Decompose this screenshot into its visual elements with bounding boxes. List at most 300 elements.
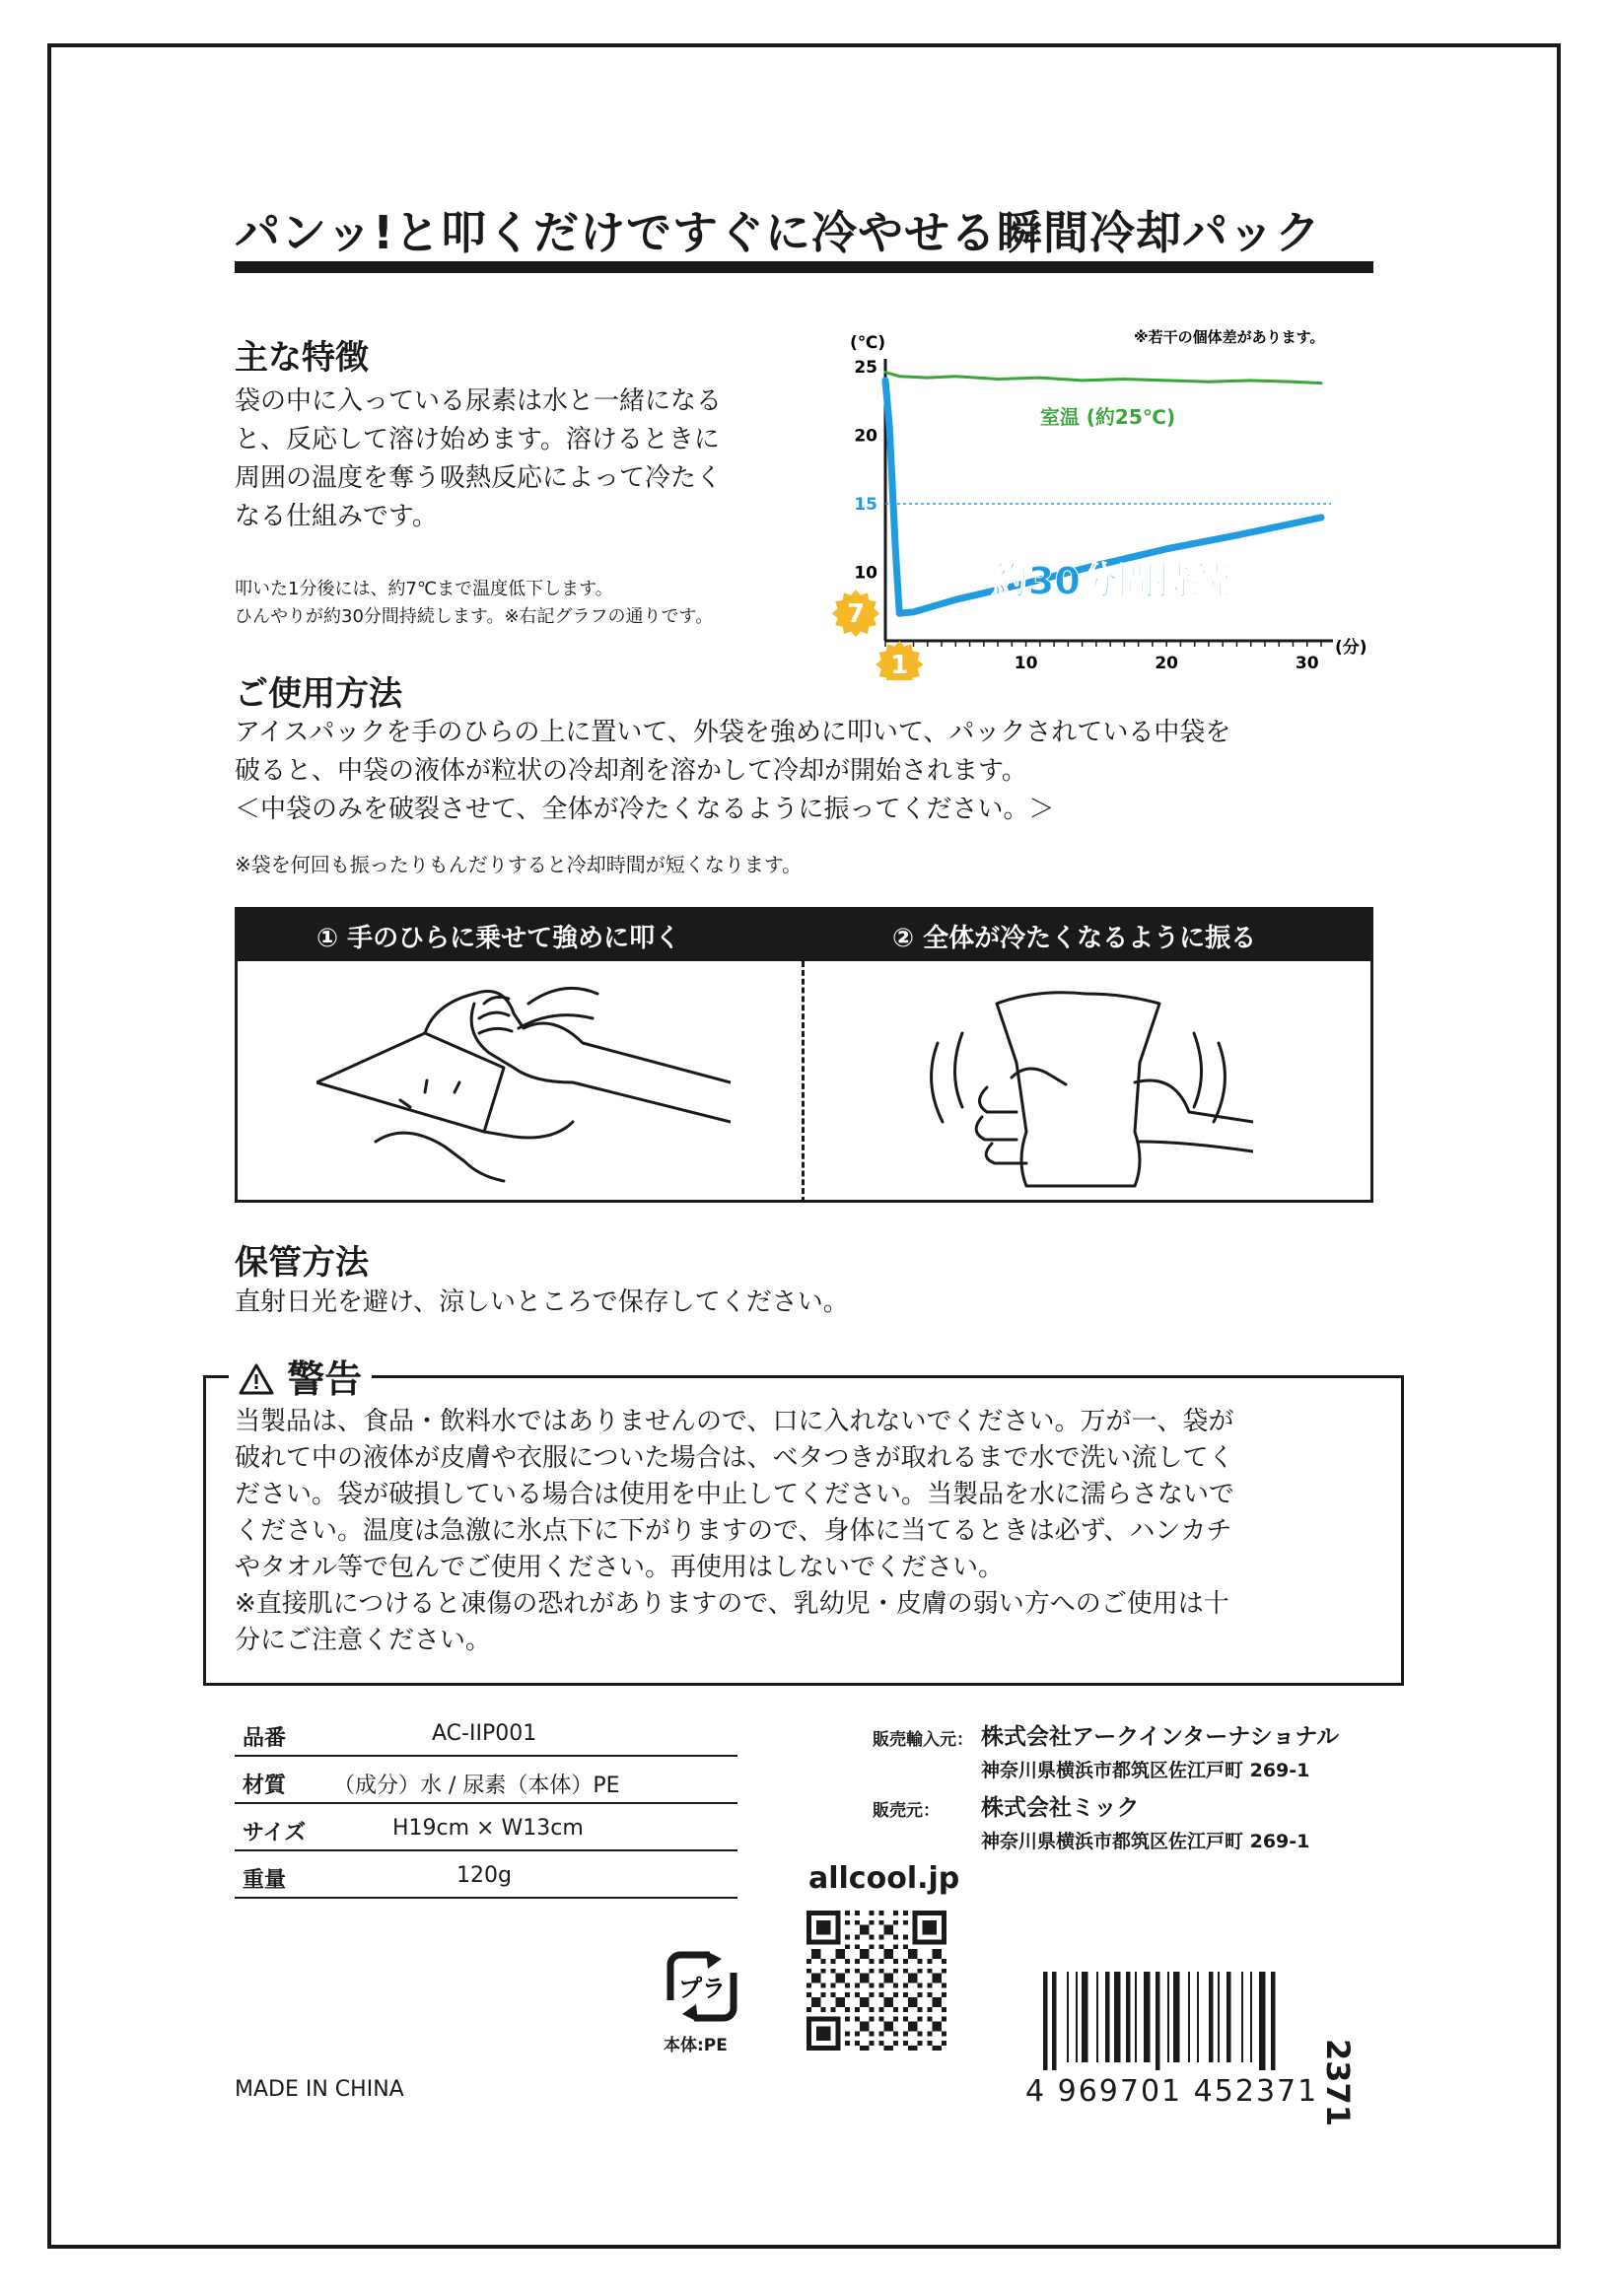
- qr-module: [913, 1911, 918, 1915]
- qr-module: [932, 1911, 937, 1915]
- qr-module: [811, 1954, 816, 1959]
- qr-module: [937, 1949, 942, 1954]
- usage-line: アイスパックを手のひらの上に置いて、外袋を強めに叩いて、パックされている中袋を: [235, 718, 1231, 747]
- qr-module: [816, 2046, 821, 2051]
- barcode-bar: [1271, 1972, 1275, 2070]
- qr-module: [840, 1954, 845, 1959]
- shake-hand-illustration: [918, 974, 1253, 1191]
- qr-module: [816, 2031, 821, 2036]
- qr-module: [870, 2007, 875, 2012]
- qr-module: [903, 1911, 908, 1915]
- qr-module: [937, 1954, 942, 1959]
- qr-module: [816, 1954, 821, 1959]
- qr-module: [811, 2046, 816, 2051]
- qr-module: [806, 2017, 811, 2022]
- qr-module: [835, 2002, 840, 2007]
- qr-module: [927, 2007, 932, 2012]
- qr-module: [806, 1983, 811, 1987]
- qr-module: [816, 1949, 821, 1954]
- qr-module: [913, 2002, 918, 2007]
- qr-module: [918, 2041, 923, 2046]
- usage-heading: ご使用方法: [235, 674, 402, 714]
- barcode-bar: [1209, 1972, 1213, 2062]
- qr-module: [821, 1911, 826, 1915]
- qr-module: [870, 2031, 875, 2036]
- qr-module: [942, 1915, 946, 1920]
- spec-value: 120g: [456, 1863, 512, 1888]
- qr-module: [811, 2017, 816, 2022]
- qr-module: [918, 1969, 923, 1974]
- qr-module: [932, 2002, 937, 2007]
- product-title: パンッ!と叩くだけですぐに冷やせる瞬間冷却パック: [235, 206, 1322, 259]
- qr-module: [878, 1911, 883, 1915]
- qr-module: [865, 1930, 870, 1935]
- qr-module: [913, 1930, 918, 1935]
- qr-module: [835, 2041, 840, 2046]
- qr-module: [883, 2022, 888, 2027]
- qr-module: [865, 1974, 870, 1979]
- qr-module: [830, 1992, 835, 1997]
- qr-module: [806, 1969, 811, 1974]
- storage-heading: 保管方法: [235, 1243, 369, 1283]
- barcode-bar: [1135, 1972, 1137, 2062]
- qr-module: [855, 1969, 860, 1974]
- qr-module: [826, 2036, 831, 2041]
- y-tick-label: 15: [854, 495, 877, 515]
- barcode: [1043, 1972, 1309, 2070]
- qr-module: [860, 1997, 865, 2002]
- features-line: なる仕組みです。: [235, 502, 438, 531]
- website-link[interactable]: allcool.jp: [808, 1861, 960, 1896]
- qr-module: [816, 1939, 821, 1944]
- usage-line: ＜中袋のみを破裂させて、全体が冷たくなるように振ってください。＞: [235, 795, 1055, 824]
- qr-module: [870, 1992, 875, 1997]
- recycle-mark-icon: [663, 1947, 741, 2026]
- x-unit-label: (分): [1335, 638, 1367, 658]
- qr-module: [937, 2027, 942, 2032]
- qr-module: [821, 1930, 826, 1935]
- chart-note: ※若干の個体差があります。: [1134, 328, 1325, 346]
- qr-module: [942, 1930, 946, 1935]
- barcode-bar: [1250, 1972, 1252, 2062]
- qr-module: [821, 1925, 826, 1930]
- qr-module: [860, 1925, 865, 1930]
- qr-module: [840, 1997, 845, 2002]
- features-text: [235, 383, 722, 536]
- qr-module: [835, 1997, 840, 2002]
- qr-module: [806, 2027, 811, 2032]
- qr-module: [870, 1944, 875, 1949]
- x-tick-label: 10: [1014, 654, 1038, 673]
- qr-module: [923, 1930, 928, 1935]
- qr-module: [878, 1983, 883, 1987]
- qr-module: [913, 1974, 918, 1979]
- qr-module: [870, 1983, 875, 1987]
- qr-module: [826, 2046, 831, 2051]
- qr-module: [937, 2002, 942, 2007]
- qr-module: [942, 2007, 946, 2012]
- spec-label: 品番: [243, 1726, 287, 1751]
- qr-module: [903, 1934, 908, 1939]
- qr-module: [878, 2007, 883, 2012]
- barcode-bar: [1197, 1972, 1199, 2062]
- qr-module: [821, 2007, 826, 2012]
- qr-module: [918, 1911, 923, 1915]
- qr-module: [927, 1983, 932, 1987]
- qr-module: [830, 1911, 835, 1915]
- qr-module: [821, 1959, 826, 1964]
- qr-module: [893, 2041, 898, 2046]
- qr-module: [932, 1954, 937, 1959]
- qr-module: [821, 1939, 826, 1944]
- qr-module: [835, 1930, 840, 1935]
- qr-module: [816, 1930, 821, 1935]
- qr-module: [913, 1997, 918, 2002]
- qr-module: [840, 2002, 845, 2007]
- qr-module: [888, 2046, 893, 2051]
- x-tick-label: 20: [1155, 654, 1178, 673]
- barcode-side-code: 2371: [1319, 2039, 1357, 2127]
- qr-module: [913, 2022, 918, 2027]
- storage-text: 直射日光を避け、涼しいところで保存してください。: [235, 1287, 849, 1317]
- qr-module: [830, 2017, 835, 2022]
- qr-module: [927, 1930, 932, 1935]
- qr-module: [855, 1944, 860, 1949]
- spec-value: （成分）水 / 尿素（本体）PE: [333, 1774, 620, 1798]
- qr-module: [878, 1920, 883, 1925]
- qr-module: [913, 1979, 918, 1983]
- qr-module: [806, 2022, 811, 2027]
- qr-module: [826, 1925, 831, 1930]
- qr-module: [855, 2031, 860, 2036]
- qr-module: [883, 1954, 888, 1959]
- qr-module: [888, 2027, 893, 2032]
- qr-module: [811, 2002, 816, 2007]
- qr-module: [903, 1969, 908, 1974]
- qr-module: [860, 1979, 865, 1983]
- barcode-bar: [1241, 1972, 1243, 2062]
- qr-module: [883, 1997, 888, 2002]
- step-1-label: ① 手のひらに乗せて強めに叩く: [316, 924, 681, 953]
- qr-module: [942, 1934, 946, 1939]
- qr-module: [888, 1997, 893, 2002]
- qr-module: [932, 2027, 937, 2032]
- qr-module: [865, 2022, 870, 2027]
- qr-module: [942, 2041, 946, 2046]
- qr-module: [821, 1983, 826, 1987]
- qr-module: [903, 1944, 908, 1949]
- qr-module: [816, 2017, 821, 2022]
- qr-module: [860, 1954, 865, 1959]
- qr-module: [908, 1979, 913, 1983]
- barcode-bar: [1105, 1972, 1109, 2062]
- qr-module: [893, 1920, 898, 1925]
- qr-module: [835, 1939, 840, 1944]
- spec-value: AC-IIP001: [432, 1721, 537, 1746]
- qr-module: [826, 1930, 831, 1935]
- qr-module: [903, 2041, 908, 2046]
- qr-module: [937, 1997, 942, 2002]
- qr-module: [806, 1920, 811, 1925]
- qr-module: [923, 1925, 928, 1930]
- qr-module: [918, 1939, 923, 1944]
- qr-module: [855, 2017, 860, 2022]
- qr-module: [927, 1920, 932, 1925]
- seller-name: 株式会社ミック: [981, 1795, 1140, 1821]
- qr-module: [927, 1911, 932, 1915]
- y-tick-label: 10: [854, 563, 877, 584]
- qr-module: [888, 1954, 893, 1959]
- qr-module: [806, 1959, 811, 1964]
- qr-module: [937, 1939, 942, 1944]
- qr-module: [806, 1925, 811, 1930]
- qr-module: [893, 1983, 898, 1987]
- warning-text: [235, 1404, 1234, 1659]
- qr-module: [865, 1954, 870, 1959]
- spec-label: 重量: [243, 1868, 287, 1893]
- qr-module: [908, 1997, 913, 2002]
- qr-module: [893, 2007, 898, 2012]
- y-tick-label: 20: [854, 426, 877, 447]
- qr-module: [860, 2002, 865, 2007]
- qr-module: [937, 2046, 942, 2051]
- barcode-bar: [1259, 1972, 1266, 2070]
- qr-module: [806, 1992, 811, 1997]
- steps-header: [238, 910, 1370, 961]
- qr-module: [855, 1911, 860, 1915]
- qr-module: [878, 1992, 883, 1997]
- qr-module: [883, 1930, 888, 1935]
- y-badge-label: 7: [846, 599, 866, 630]
- qr-module: [913, 1934, 918, 1939]
- qr-module: [830, 2007, 835, 2012]
- qr-module: [908, 1954, 913, 1959]
- qr-module: [908, 2002, 913, 2007]
- qr-module: [942, 1969, 946, 1974]
- seller-address: 神奈川県横浜市都筑区佐江戸町 269-1: [981, 1831, 1310, 1852]
- qr-module: [908, 2022, 913, 2027]
- qr-module: [855, 1959, 860, 1964]
- qr-module: [806, 2041, 811, 2046]
- features-note-line: ひんやりが約30分間持続します。※右記グラフの通りです。: [235, 606, 714, 627]
- warning-line: 当製品は、食品・飲料水ではありませんので、口に入れないでください。万が一、袋が: [235, 1407, 1234, 1436]
- qr-module: [927, 1992, 932, 1997]
- qr-module: [870, 1911, 875, 1915]
- qr-module: [845, 2041, 850, 2046]
- qr-module: [830, 1939, 835, 1944]
- qr-module: [855, 2007, 860, 2012]
- y-unit-label: (℃): [850, 333, 886, 353]
- barcode-bar: [1082, 1972, 1088, 2062]
- title-underline: [235, 261, 1373, 273]
- qr-module: [942, 1939, 946, 1944]
- qr-module: [932, 1930, 937, 1935]
- room-temp-series-line: [885, 373, 1321, 383]
- qr-module: [860, 1930, 865, 1935]
- qr-module: [923, 1911, 928, 1915]
- made-in-label: MADE IN CHINA: [235, 2077, 404, 2102]
- qr-module: [845, 1983, 850, 1987]
- qr-module: [830, 1969, 835, 1974]
- qr-module: [923, 1939, 928, 1944]
- qr-module: [913, 1925, 918, 1930]
- qr-module: [908, 1974, 913, 1979]
- warning-icon: [239, 1363, 274, 1395]
- qr-module: [903, 1983, 908, 1987]
- qr-module: [835, 1911, 840, 1915]
- room-temp-series-label: 室温 (約25℃): [1039, 404, 1176, 429]
- qr-module: [888, 1979, 893, 1983]
- qr-module: [816, 2002, 821, 2007]
- qr-module: [888, 1930, 893, 1935]
- warning-line: 分にご注意ください。: [235, 1626, 492, 1655]
- barcode-bar: [1156, 1972, 1159, 2070]
- qr-module: [835, 1949, 840, 1954]
- qr-module: [835, 1979, 840, 1983]
- qr-module: [830, 1983, 835, 1987]
- qr-module: [830, 1959, 835, 1964]
- qr-module: [918, 1992, 923, 1997]
- step-2-label: ② 全体が冷たくなるように振る: [892, 924, 1257, 953]
- qr-module: [835, 2017, 840, 2022]
- qr-module: [937, 2022, 942, 2027]
- qr-module: [826, 2017, 831, 2022]
- qr-module: [826, 1920, 831, 1925]
- qr-module: [806, 2046, 811, 2051]
- qr-module: [855, 2041, 860, 2046]
- qr-module: [845, 1992, 850, 1997]
- qr-module: [918, 2031, 923, 2036]
- qr-module: [932, 1920, 937, 1925]
- qr-module: [835, 2027, 840, 2032]
- importer-name: 株式会社アークインターナショナル: [981, 1724, 1340, 1750]
- qr-module: [835, 1934, 840, 1939]
- spec-row-product-number: [235, 1711, 737, 1757]
- barcode-bar: [1218, 1972, 1220, 2062]
- qr-module: [913, 1920, 918, 1925]
- qr-module: [932, 1925, 937, 1930]
- qr-module: [883, 2027, 888, 2032]
- qr-module: [821, 1992, 826, 1997]
- qr-module: [878, 1969, 883, 1974]
- qr-module: [883, 2046, 888, 2051]
- qr-code: [806, 1911, 946, 2051]
- qr-module: [816, 1925, 821, 1930]
- qr-module: [878, 1944, 883, 1949]
- qr-module: [865, 1979, 870, 1983]
- qr-module: [870, 1969, 875, 1974]
- qr-module: [865, 1925, 870, 1930]
- qr-module: [840, 1949, 845, 1954]
- qr-module: [860, 2027, 865, 2032]
- qr-module: [806, 1911, 811, 1915]
- steps-divider: [802, 961, 805, 1203]
- spec-row-material: [235, 1759, 737, 1804]
- qr-module: [913, 1939, 918, 1944]
- spec-value: H19cm × W13cm: [392, 1816, 584, 1841]
- qr-module: [888, 1974, 893, 1979]
- qr-module: [932, 1979, 937, 1983]
- qr-module: [806, 2036, 811, 2041]
- qr-module: [878, 2031, 883, 2036]
- qr-module: [821, 2031, 826, 2036]
- qr-module: [860, 2046, 865, 2051]
- qr-module: [835, 1954, 840, 1959]
- qr-module: [845, 1944, 850, 1949]
- qr-module: [932, 1939, 937, 1944]
- qr-module: [870, 1920, 875, 1925]
- qr-module: [870, 2017, 875, 2022]
- qr-module: [845, 2017, 850, 2022]
- qr-module: [893, 1992, 898, 1997]
- qr-module: [893, 2031, 898, 2036]
- warning-heading: 警告: [287, 1357, 363, 1401]
- qr-module: [816, 1974, 821, 1979]
- barcode-bar: [1076, 1972, 1078, 2062]
- qr-module: [893, 2017, 898, 2022]
- barcode-bar: [1188, 1972, 1190, 2062]
- qr-module: [845, 1911, 850, 1915]
- qr-module: [908, 1949, 913, 1954]
- qr-module: [816, 2036, 821, 2041]
- qr-module: [870, 1934, 875, 1939]
- qr-module: [883, 1974, 888, 1979]
- qr-module: [878, 1959, 883, 1964]
- qr-module: [811, 1979, 816, 1983]
- qr-module: [811, 1949, 816, 1954]
- qr-module: [903, 2017, 908, 2022]
- barcode-bar: [1173, 1972, 1180, 2062]
- warning-line: やタオル等で包んでご使用ください。再使用はしないでください。: [235, 1553, 1005, 1582]
- qr-module: [835, 2036, 840, 2041]
- qr-module: [937, 1979, 942, 1983]
- spec-label: サイズ: [243, 1821, 307, 1845]
- qr-module: [816, 1911, 821, 1915]
- qr-module: [918, 2007, 923, 2012]
- features-line: と、反応して溶け始めます。溶けるときに: [235, 425, 720, 454]
- barcode-bar: [1144, 1972, 1151, 2062]
- qr-module: [918, 1959, 923, 1964]
- qr-module: [903, 1959, 908, 1964]
- qr-module: [865, 2002, 870, 2007]
- importer-address: 神奈川県横浜市都筑区佐江戸町 269-1: [981, 1760, 1310, 1781]
- qr-module: [816, 1920, 821, 1925]
- qr-module: [937, 1974, 942, 1979]
- qr-module: [865, 2027, 870, 2032]
- qr-module: [821, 2046, 826, 2051]
- qr-module: [816, 1997, 821, 2002]
- qr-module: [903, 1920, 908, 1925]
- qr-module: [840, 1979, 845, 1983]
- qr-module: [883, 1949, 888, 1954]
- qr-module: [918, 1983, 923, 1987]
- qr-module: [826, 1911, 831, 1915]
- qr-module: [888, 1925, 893, 1930]
- qr-module: [845, 1934, 850, 1939]
- qr-module: [918, 2017, 923, 2022]
- barcode-number: 4 969701 452371: [1025, 2074, 1319, 2109]
- qr-module: [821, 2027, 826, 2032]
- qr-module: [913, 1954, 918, 1959]
- qr-module: [840, 1974, 845, 1979]
- qr-module: [821, 2017, 826, 2022]
- qr-module: [806, 1934, 811, 1939]
- qr-module: [870, 2041, 875, 2046]
- qr-module: [883, 1979, 888, 1983]
- qr-module: [845, 2007, 850, 2012]
- qr-module: [903, 1992, 908, 1997]
- qr-module: [806, 1939, 811, 1944]
